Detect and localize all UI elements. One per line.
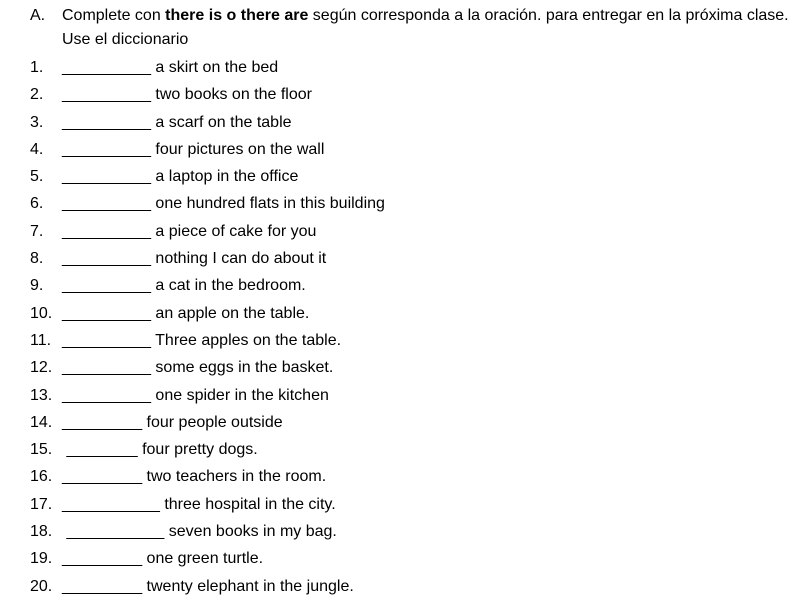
item-number: 2. xyxy=(30,86,44,104)
answer-blank: __________ xyxy=(62,168,151,186)
item-number: 1. xyxy=(30,59,44,76)
item-sentence: one spider in the kitchen xyxy=(150,386,329,404)
item-sentence: four pretty dogs. xyxy=(137,441,258,459)
exercise-item xyxy=(30,436,385,463)
answer-blank: __________ xyxy=(62,359,151,377)
item-number: 13. xyxy=(30,386,53,404)
item-number: 6. xyxy=(30,195,44,213)
item-number: 20. xyxy=(30,577,53,595)
exercise-item xyxy=(30,136,385,163)
instruction-letter: A. xyxy=(30,7,46,24)
answer-blank: ________ xyxy=(62,441,138,459)
answer-blank: __________ xyxy=(62,86,151,104)
item-sentence: one hundred flats in this building xyxy=(150,195,385,213)
item-sentence: a scarf on the table xyxy=(150,113,292,131)
item-number: 3. xyxy=(30,113,44,131)
exercise-item xyxy=(30,190,385,217)
item-sentence: a piece of cake for you xyxy=(150,222,317,240)
instruction-paragraph xyxy=(30,4,800,52)
item-sentence: two teachers in the room. xyxy=(142,468,327,486)
answer-blank: __________ xyxy=(62,277,151,295)
item-sentence: a skirt on the bed xyxy=(150,59,279,76)
item-number: 18. xyxy=(30,523,53,541)
item-sentence: seven books in my bag. xyxy=(164,523,337,541)
item-number: 12. xyxy=(30,359,53,377)
exercise-item xyxy=(30,463,385,490)
item-number: 14. xyxy=(30,413,53,431)
item-sentence: three hospital in the city. xyxy=(159,495,336,513)
answer-blank: __________ xyxy=(62,331,151,349)
item-sentence: twenty elephant in the jungle. xyxy=(142,577,354,595)
item-sentence: four people outside xyxy=(142,413,283,431)
item-number: 5. xyxy=(30,168,44,186)
item-sentence: two books on the floor xyxy=(150,86,312,104)
answer-blank: __________ xyxy=(62,250,151,268)
exercise-item xyxy=(30,382,385,409)
answer-blank: _________ xyxy=(62,413,143,431)
exercise-item xyxy=(30,518,385,545)
answer-blank: ___________ xyxy=(62,523,165,541)
exercise-item xyxy=(30,163,385,190)
item-number: 19. xyxy=(30,550,53,568)
item-number: 9. xyxy=(30,277,44,295)
exercise-item xyxy=(30,573,385,600)
exercise-item xyxy=(30,54,385,81)
item-sentence: nothing I can do about it xyxy=(150,250,327,268)
answer-blank: __________ xyxy=(62,386,151,404)
item-number: 7. xyxy=(30,222,44,240)
instruction-text-start: Complete con xyxy=(62,7,166,24)
exercise-item xyxy=(30,354,385,381)
item-sentence: one green turtle. xyxy=(142,550,264,568)
item-sentence: Three apples on the table. xyxy=(150,331,342,349)
item-number: 11. xyxy=(30,331,52,349)
item-number: 10. xyxy=(30,304,53,322)
instruction-bold-phrase: there is o there are xyxy=(165,7,309,24)
instruction-text xyxy=(62,4,800,52)
item-sentence: a cat in the bedroom. xyxy=(150,277,306,295)
exercise-item xyxy=(30,245,385,272)
item-sentence: four pictures on the wall xyxy=(150,140,325,158)
answer-blank: ___________ xyxy=(62,495,160,513)
answer-blank: _________ xyxy=(62,550,143,568)
answer-blank: _________ xyxy=(62,577,143,595)
instruction-text-end: según corresponda a la oración. para entregar en la próxima clase. Use el diccionario xyxy=(62,7,789,48)
exercise-list xyxy=(30,54,385,600)
answer-blank: __________ xyxy=(62,304,151,322)
answer-blank: __________ xyxy=(62,195,151,213)
exercise-item xyxy=(30,327,385,354)
item-number: 16. xyxy=(30,468,53,486)
exercise-item xyxy=(30,109,385,136)
answer-blank: __________ xyxy=(62,222,151,240)
item-number: 8. xyxy=(30,250,44,268)
answer-blank: __________ xyxy=(62,113,151,131)
exercise-item xyxy=(30,81,385,108)
exercise-item xyxy=(30,218,385,245)
item-sentence: a laptop in the office xyxy=(150,168,299,186)
item-number: 15. xyxy=(30,441,53,459)
exercise-item xyxy=(30,272,385,299)
item-number: 4. xyxy=(30,140,44,158)
exercise-item xyxy=(30,491,385,518)
answer-blank: __________ xyxy=(62,59,151,76)
exercise-item xyxy=(30,409,385,436)
item-sentence: an apple on the table. xyxy=(150,304,310,322)
exercise-item xyxy=(30,545,385,572)
answer-blank: __________ xyxy=(62,140,151,158)
exercise-item xyxy=(30,300,385,327)
item-sentence: some eggs in the basket. xyxy=(150,359,334,377)
item-number: 17. xyxy=(30,495,53,513)
answer-blank: _________ xyxy=(62,468,143,486)
